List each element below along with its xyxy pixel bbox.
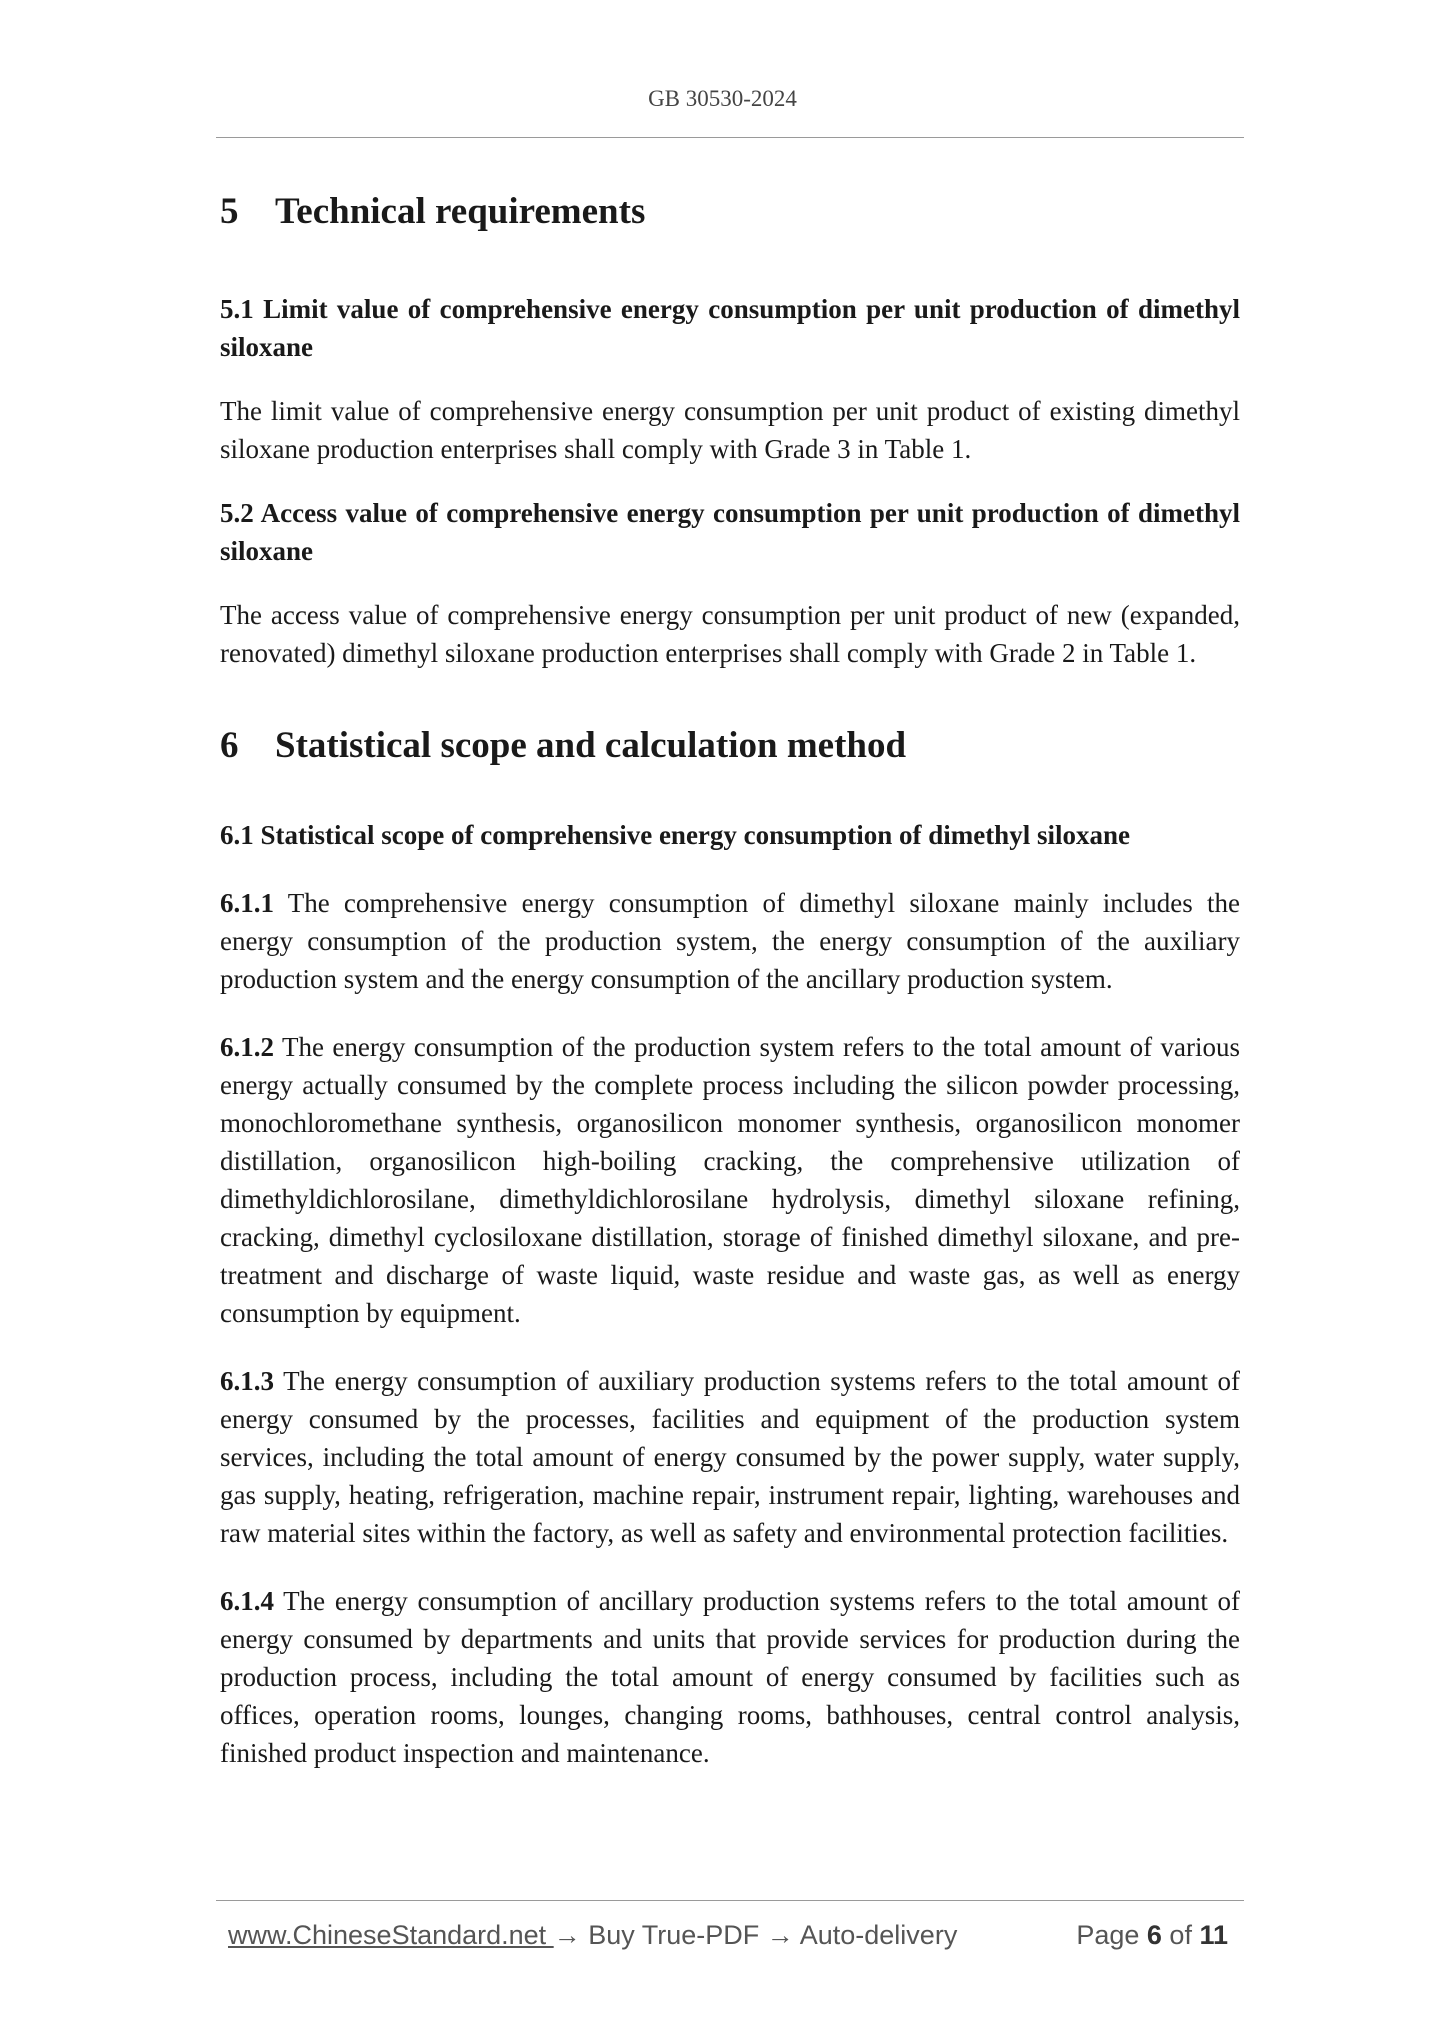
buy-pdf-text: Buy True-PDF [580,1920,767,1950]
subsection-5-2-text: The access value of comprehensive energy consumption per unit product of new (expanded, renovated) dimethyl siloxane production enterprises shall comply with Grade 2 in Table 1. [220,600,1240,669]
clause-6-1-2 [220,1028,1240,1332]
of-label: of [1161,1920,1200,1950]
auto-delivery-text: Auto-delivery [793,1920,958,1950]
clause-6-1-1-text: The comprehensive energy consumption of dimethyl siloxane mainly includes the energy consumption of the production system, the energy consumption of the auxiliary production system and the energy consumption of the ancillary production system. [220,888,1240,995]
subsection-5-1-text: The limit value of comprehensive energy consumption per unit product of existing dimethyl siloxane production enterprises shall comply with Grade 3 in Table 1. [220,396,1240,465]
document-id-header: GB 30530-2024 [648,86,797,111]
clause-6-1-3-text: The energy consumption of auxiliary production systems refers to the total amount of energy consumed by the processes, facilities and equipment of the production system services, including the total amount of energy consumed by the power supply, water supply, gas supply, heating, refrigeration, machine repair, instrument repair, lighting, warehouses and raw material sites within the factory, as well as safety and environmental protection facilities. [220,1366,1240,1549]
clause-6-1-3-number: 6.1.3 [220,1366,274,1397]
clause-6-1-4 [220,1582,1240,1772]
subsection-5-1-heading: 5.1 Limit value of comprehensive energy consumption per unit production of dimethyl siloxane [220,294,1240,363]
section-5-heading [220,188,1240,236]
section-6-heading [220,722,1240,770]
clause-6-1-1 [220,884,1240,998]
section-6-number: 6 [220,725,239,767]
section-5-title: Technical requirements [275,191,646,232]
page-footer [228,1920,1228,1960]
subsection-5-2-heading: 5.2 Access value of comprehensive energy consumption per unit production of dimethyl siloxane [220,498,1240,567]
header-divider [216,137,1244,138]
section-5-number: 5 [220,191,239,232]
clause-6-1-4-number: 6.1.4 [220,1586,274,1617]
page-content [220,188,1240,1772]
website-link[interactable]: www.ChineseStandard.net [228,1920,554,1950]
total-pages-number: 11 [1199,1920,1228,1950]
clause-6-1-4-text: The energy consumption of ancillary production systems refers to the total amount of energy consumed by departments and units that provide services for production during the production process, including the total amount of energy consumed by facilities such as offices, operation rooms, lounges, changing rooms, bathhouses, central control analysis, finished product inspection and maintenance. [220,1586,1240,1769]
section-6-title: Statistical scope and calculation method [275,725,907,767]
arrow-right-icon: → [553,1920,581,1950]
clause-6-1-2-number: 6.1.2 [220,1032,274,1063]
clause-6-1-1-number: 6.1.1 [220,888,274,919]
clause-6-1-2-text: The energy consumption of the production system refers to the total amount of various energy actually consumed by the complete process including the silicon powder processing, monochloromethane synthesis, organosilicon monomer synthesis, organosilicon monomer distillation, organosilicon high-boiling cracking, the comprehensive utilization of dimethyldichlorosilane, dimethyldichlorosilane hydrolysis, dimethyl siloxane refining, cracking, dimethyl cyclosiloxane distillation, storage of finished dimethyl siloxane, and pre-treatment and discharge of waste liquid, waste residue and waste gas, as well as energy consumption by equipment. [220,1032,1240,1329]
page-label: Page [1076,1920,1147,1950]
current-page-number: 6 [1146,1920,1162,1950]
arrow-right-icon: → [766,1920,794,1950]
clause-6-1-3 [220,1362,1240,1552]
footer-divider [216,1900,1244,1901]
subsection-6-1-heading: 6.1 Statistical scope of comprehensive energy consumption of dimethyl siloxane [220,820,1130,851]
footer-promo [228,1920,957,1951]
page-indicator [1076,1920,1228,1951]
